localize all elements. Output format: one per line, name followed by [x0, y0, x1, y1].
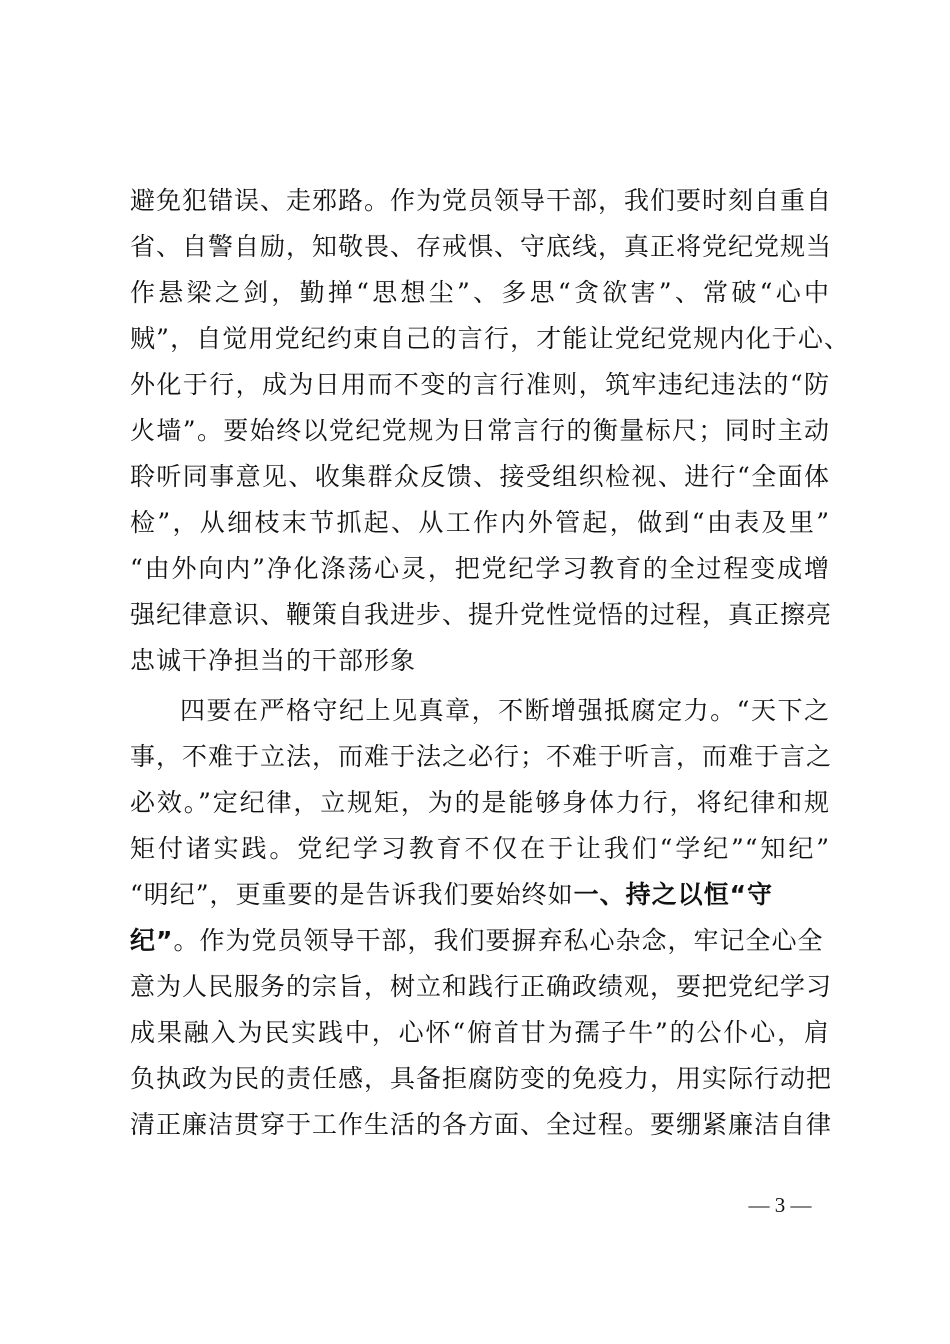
text-line: 忠诚干净担当的干部形象 [130, 646, 417, 675]
text-line: 聆听同事意见、收集群众反馈、接受组织检视、进行“全面体 [130, 462, 830, 491]
text-line-mixed [130, 872, 830, 918]
text-line: 清正廉洁贯穿于工作生活的各方面、全过程。要绷紧廉洁自律 [130, 1110, 833, 1139]
text-line: 外化于行，成为日用而不变的言行准则，筑牢违纪违法的“防 [130, 370, 830, 399]
page-number: — 3 — [748, 1193, 812, 1217]
text-line: 检”，从细枝末节抓起、从工作内外管起，做到“由表及里” [130, 508, 830, 537]
text-run: 。作为党员领导干部，我们要摒弃私心杂念，牢记全心全 [173, 926, 824, 955]
text-line: 事，不难于立法，而难于法之必行；不难于听言，而难于言之 [130, 742, 833, 771]
text-line: 避免犯错误、走邪路。作为党员领导干部，我们要时刻自重自 [130, 186, 833, 215]
text-line: 火墙”。要始终以党纪党规为日常言行的衡量标尺；同时主动 [130, 416, 830, 445]
bold-text-run: 纪” [130, 926, 174, 955]
text-line: 作悬梁之剑，勤掸“思想尘”、多思“贪欲害”、常破“心中 [130, 278, 830, 307]
text-line: 意为人民服务的宗旨，树立和践行正确政绩观，要把党纪学习 [130, 972, 833, 1001]
text-line-mixed [130, 918, 830, 964]
text-line: 负执政为民的责任感，具备拒腐防变的免疫力，用实际行动把 [130, 1064, 833, 1093]
paragraph-first-line: 四要在严格守纪上见真章，不断增强抵腐定力。“天下之 [180, 696, 830, 725]
text-line: 必效。”定纪律，立规矩，为的是能够身体力行，将纪律和规 [130, 788, 830, 817]
text-line: “由外向内”净化涤荡心灵，把党纪学习教育的全过程变成增 [130, 554, 830, 583]
text-line: 强纪律意识、鞭策自我进步、提升党性觉悟的过程，真正擦亮 [130, 600, 833, 629]
text-run: “明纪”，更重要的是告诉我们要始终如 [130, 880, 574, 909]
bold-text-run: 一、持之以恒“守 [573, 880, 774, 909]
text-line: 成果融入为民实践中，心怀“俯首甘为孺子牛”的公仆心，肩 [130, 1018, 830, 1047]
text-line: 省、自警自励，知敬畏、存戒惧、守底线，真正将党纪党规当 [130, 232, 833, 261]
text-line: 矩付诸实践。党纪学习教育不仅在于让我们“学纪”“知纪” [130, 834, 830, 863]
text-line: 贼”，自觉用党纪约束自己的言行，才能让党纪党规内化于心、 [130, 324, 850, 353]
